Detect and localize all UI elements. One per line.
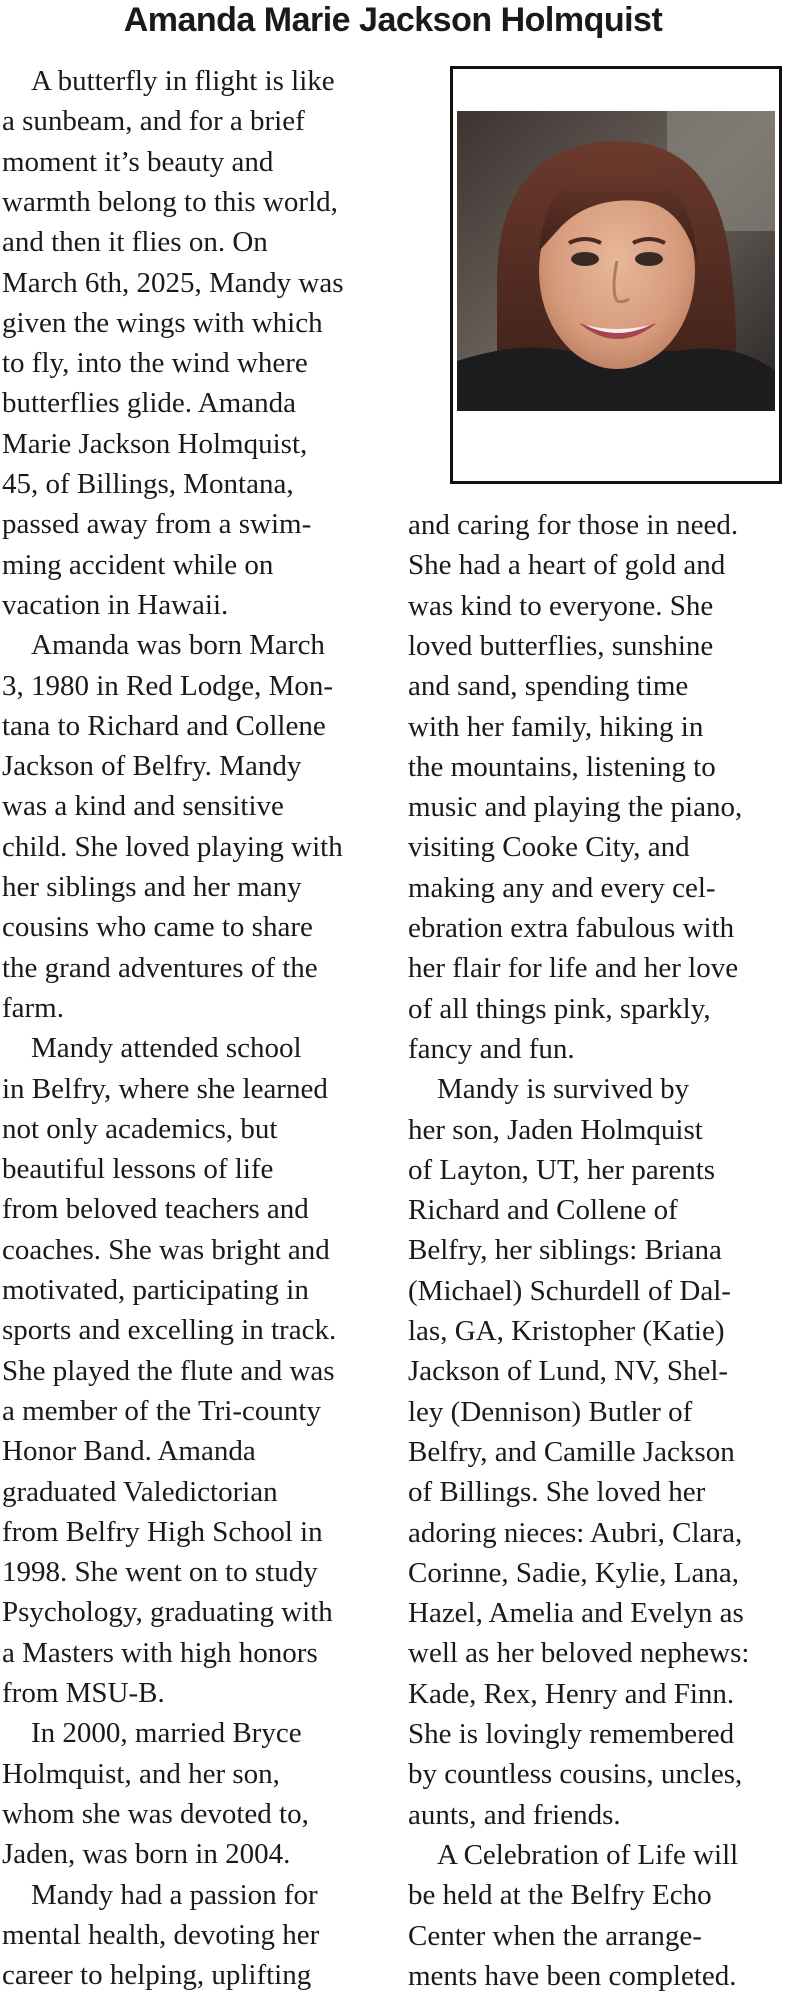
right-line: Center when the arrange- — [408, 1919, 702, 1952]
right-line: She is lovingly remembered — [408, 1718, 735, 1750]
right-line: was kind to everyone. She — [408, 589, 714, 622]
left-line: from Belfry High School in — [2, 1515, 323, 1548]
left-line: Amanda was born March — [2, 629, 325, 662]
left-line: in Belfry, where she learned — [2, 1072, 328, 1105]
right-line: Corinne, Sadie, Kylie, Lana, — [408, 1556, 739, 1589]
right-line: loved butterflies, sunshine — [408, 629, 714, 662]
right-line: well as her beloved nephews: — [408, 1637, 750, 1670]
right-line: (Michael) Schurdell of Dal- — [408, 1274, 731, 1307]
right-line: with her family, hiking in — [408, 710, 704, 743]
left-line: A butterfly in flight is like — [2, 65, 335, 97]
left-line: Mandy attended school — [2, 1032, 302, 1065]
right-line: fancy and fun. — [408, 1032, 575, 1065]
right-line: her son, Jaden Holmquist — [408, 1113, 703, 1146]
left-line: passed away from a swim- — [2, 508, 312, 541]
left-line: to fly, into the wind where — [2, 347, 308, 380]
right-line: Belfry, her siblings: Briana — [408, 1234, 722, 1267]
right-line: adoring nieces: Aubri, Clara, — [408, 1516, 743, 1549]
left-line: Psychology, graduating with — [2, 1596, 333, 1629]
right-line: ments have been completed. — [408, 1959, 737, 1992]
left-line: a member of the Tri-county — [2, 1394, 321, 1427]
left-line: career to helping, uplifting — [2, 1959, 312, 1992]
left-line: Honor Band. Amanda — [2, 1435, 256, 1468]
left-line: the grand adventures of the — [2, 951, 318, 984]
right-line: the mountains, listening to — [408, 750, 716, 783]
left-line: a sunbeam, and for a brief — [2, 105, 305, 138]
left-line: from MSU-B. — [2, 1677, 165, 1709]
portrait-illustration — [457, 111, 775, 411]
right-line: of all things pink, sparkly, — [408, 992, 711, 1025]
left-line: 45, of Billings, Montana, — [2, 468, 294, 500]
left-line: mental health, devoting her — [2, 1918, 320, 1951]
right-line: visiting Cooke City, and — [408, 831, 690, 864]
right-line: her flair for life and her love — [408, 952, 739, 985]
left-line: Marie Jackson Holmquist, — [2, 427, 308, 460]
right-line: She had a heart of gold and — [408, 549, 726, 582]
left-line: 1998. She went on to study — [2, 1556, 318, 1589]
left-line: vacation in Hawaii. — [2, 588, 229, 621]
right-line: las, GA, Kristopher (Katie) — [408, 1315, 725, 1347]
right-line: A Celebration of Life will — [408, 1838, 739, 1871]
left-line: beautiful lessons of life — [2, 1153, 274, 1186]
left-line: March 6th, 2025, Mandy was — [2, 266, 344, 299]
portrait-photo — [457, 111, 775, 411]
right-line: Mandy is survived by — [408, 1073, 690, 1106]
right-line: music and playing the piano, — [408, 791, 743, 824]
left-line: Jaden, was born in 2004. — [2, 1838, 291, 1871]
left-line: whom she was devoted to, — [2, 1797, 309, 1830]
right-line: Belfry, and Camille Jackson — [408, 1435, 735, 1468]
left-line: In 2000, married Bryce — [2, 1717, 302, 1750]
left-line: motivated, participating in — [2, 1274, 309, 1306]
right-line: be held at the Belfry Echo — [408, 1879, 712, 1912]
right-line: Richard and Collene of — [408, 1194, 678, 1227]
right-line: and sand, spending time — [408, 670, 689, 703]
left-line: her siblings and her many — [2, 871, 302, 903]
left-line: sports and excelling in track. — [2, 1314, 337, 1347]
left-line: cousins who came to share — [2, 911, 313, 944]
portrait-frame — [450, 66, 782, 484]
left-line: from beloved teachers and — [2, 1193, 309, 1226]
right-line: of Layton, UT, her parents — [408, 1153, 716, 1186]
left-line: child. She loved playing with — [2, 830, 343, 863]
left-line: Mandy had a passion for — [2, 1878, 318, 1911]
right-line: by countless cousins, uncles, — [408, 1758, 743, 1791]
left-line: butterflies glide. Amanda — [2, 387, 296, 420]
right-line: ley (Dennison) Butler of — [408, 1395, 693, 1428]
left-line: coaches. She was bright and — [2, 1233, 330, 1266]
right-line: of Billings. She loved her — [408, 1476, 706, 1509]
left-line: given the wings with which — [2, 306, 323, 339]
left-line: not only academics, but — [2, 1112, 278, 1145]
right-line: Hazel, Amelia and Evelyn as — [408, 1597, 744, 1630]
left-line: Jackson of Belfry. Mandy — [2, 750, 302, 783]
right-line: ebration extra fabulous with — [408, 912, 735, 944]
left-line: Holmquist, and her son, — [2, 1757, 280, 1790]
obituary-title: Amanda Marie Jackson Holmquist — [123, 1, 663, 39]
left-line: moment it’s beauty and — [2, 145, 274, 178]
left-line: She played the flute and was — [2, 1354, 335, 1387]
right-line: aunts, and friends. — [408, 1798, 621, 1831]
left-line: tana to Richard and Collene — [2, 709, 326, 742]
right-line: Kade, Rex, Henry and Finn. — [408, 1677, 735, 1710]
left-line: graduated Valedictorian — [2, 1475, 278, 1508]
left-line: a Masters with high honors — [2, 1636, 318, 1669]
left-line: 3, 1980 in Red Lodge, Mon- — [2, 669, 334, 702]
right-line: Jackson of Lund, NV, Shel- — [408, 1355, 729, 1388]
right-line: making any and every cel- — [408, 871, 716, 904]
left-line: warmth belong to this world, — [2, 185, 338, 218]
left-line: was a kind and sensitive — [2, 790, 284, 823]
right-line: and caring for those in need. — [408, 509, 739, 541]
left-line: farm. — [2, 991, 64, 1024]
left-line: and then it flies on. On — [2, 226, 268, 259]
left-line: ming accident while on — [2, 548, 274, 581]
